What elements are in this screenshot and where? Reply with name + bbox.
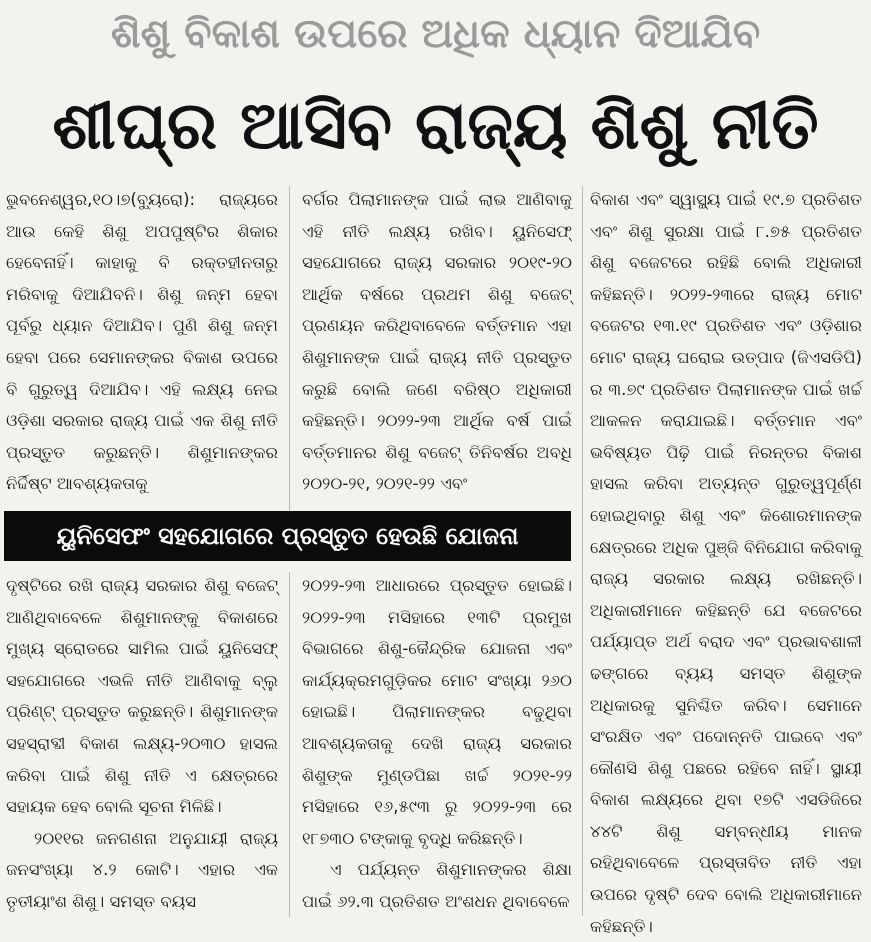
article-column-2-bottom — [302, 570, 572, 920]
article-column-1-top — [6, 184, 278, 514]
kicker-headline: ଶିଶୁ ବିକାଶ ଉପରେ ଅଧିକ ଧ୍ୟାନ ଦିଆଯିବ — [110, 11, 761, 57]
paragraph: ଏ ପର୍ଯ୍ୟନ୍ତ ଶିଶୁମାନଙ୍କର ଶିକ୍ଷା ପାଇଁ ୬୨.୩ ପ୍ରତିଶତ ଅଂଶଧନ ଥିବାବେଳେ — [302, 860, 572, 911]
column-divider — [289, 572, 290, 917]
paragraph: ବିକାଶ ଏବଂ ସ୍ୱାସ୍ଥ୍ୟ ପାଇଁ ୧୯.୭ ପ୍ରତିଶତ ଏବଂ ଶିଶୁ ସୁରକ୍ଷା ପାଇଁ ୮.୭୫ ପ୍ରତିଶତ ଶିଶୁ ବଜେଟରେ ରହିଛି ବୋଲି ଅଧିକାରୀ କହିଛନ୍ତି। ୨୦୨୨-୨୩ରେ ରାଜ୍ୟ ମୋଟ ବଜେଟର ୧୩.୧୯ ପ୍ରତିଶତ ଏବଂ ଓଡ଼ିଶାର ମୋଟ ରାଜ୍ୟ ଘରୋଇ ଉତ୍ପାଦ (ଜିଏସଡିପି) ର ୩.୭୯ ପ୍ରତିଶତ ପିଲାମାନଙ୍କ ପାଇଁ ଖର୍ଚ୍ଚ ଆକଳନ କରାଯାଇଛି। ବର୍ତ୍ତମାନ ଏବଂ ଭବିଷ୍ୟତ ପିଢ଼ି ପାଇଁ ନିରନ୍ତର ବିକାଶ ହାସଲ କରିବା ଅତ୍ୟନ୍ତ ଗୁରୁତ୍ୱପୂର୍ଣ୍ଣ ହୋଇଥିବାରୁ ଶିଶୁ ଏବଂ କିଶୋରମାନଙ୍କ କ୍ଷେତ୍ରରେ ଅଧିକ ପୁଞ୍ଜି ବିନିଯୋଗ କରିବାକୁ ରାଜ୍ୟ ସରକାର ଲକ୍ଷ୍ୟ ରଖିଛନ୍ତି। ଅଧିକାରୀମାନେ କହିଛନ୍ତି ଯେ ବଜେଟରେ ପର୍ଯ୍ୟାପ୍ତ ଅର୍ଥ ବରାଦ ଏବଂ ପ୍ରଭାବଶାଳୀ ଢଙ୍ଗରେ ବ୍ୟୟ ସମସ୍ତ ଶିଶୁଙ୍କ ଅଧିକାରକୁ ସୁନିଶ୍ଚିତ କରିବ। ସେମାନେ ସଂରକ୍ଷିତ ଏବଂ ପଦୋନ୍ନତି ପାଇବେ ଏବଂ କୌଣସି ଶିଶୁ ପଛରେ ରହିବେ ନାହିଁ। ସ୍ଥାୟୀ ବିକାଶ ଲକ୍ଷ୍ୟରେ ଥିବା ୧୭ଟି ଏସଡିଜିରେ ୪୪ଟି ଶିଶୁ ସମ୍ବନ୍ଧୀୟ ମାନକ ରହିଥିବାବେଳେ ପ୍ରସ୍ତାବିତ ନୀତି ଏହା ଉପରେ ଦୃଷ୍ଟି ଦେବ ବୋଲି ଅଧିକାରୀମାନେ କହିଛନ୍ତି। — [590, 190, 862, 936]
paragraph: ଭୁବନେଶ୍ୱର,୧୦।୭(ବ୍ୟୁରୋ): ରାଜ୍ୟରେ ଆଉ କେହି ଶିଶୁ ଅପପୁଷ୍ଟିର ଶିକାର ହେବେନାହିଁ। କାହାକୁ ବି ରକ୍ତହୀନତାରୁ ମରିବାକୁ ଦିଆଯିବନି। ଶିଶୁ ଜନ୍ମ ହେବା ପୂର୍ବରୁ ଧ୍ୟାନ ଦିଆଯିବ। ପୁଣି ଶିଶୁ ଜନ୍ମ ହେବା ପରେ ସେମାନଙ୍କର ବିକାଶ ଉପରେ ବି ଗୁରୁତ୍ୱ ଦିଆଯିବ। ଏହି ଲକ୍ଷ୍ୟ ନେଇ ଓଡ଼ିଶା ସରକାର ରାଜ୍ୟ ପାଇଁ ଏକ ଶିଶୁ ନୀତି ପ୍ରସ୍ତୁତ କରୁଛନ୍ତି। ଶିଶୁମାନଙ୍କର ନିର୍ଦ୍ଦିଷ୍ଟ ଆବଶ୍ୟକତାକୁ — [6, 190, 278, 494]
article-column-2-top — [302, 184, 572, 514]
paragraph: ବର୍ଗର ପିଲାମାନଙ୍କ ପାଇଁ ଲାଭ ଆଣିବାକୁ ଏହି ନୀତି ଲକ୍ଷ୍ୟ ରଖିବ। ୟୁନିସେଫ୍ ସହଯୋଗରେ ରାଜ୍ୟ ସରକାର ୨୦୧୯-୨୦ ଆର୍ଥିକ ବର୍ଷରେ ପ୍ରଥମ ଶିଶୁ ବଜେଟ୍ ପ୍ରଣୟନ କରିଥିବାବେଳେ ବର୍ତ୍ତମାନ ଏହା ଶିଶୁମାନଙ୍କ ପାଇଁ ରାଜ୍ୟ ନୀତି ପ୍ରସ୍ତୁତ କରୁଛି ବୋଲି ଜଣେ ବରିଷ୍ଠ ଅଧିକାରୀ କହିଛନ୍ତି। ୨୦୨୨-୨୩ ଆର୍ଥିକ ବର୍ଷ ପାଇଁ ବର୍ତ୍ତମାନର ଶିଶୁ ବଜେଟ୍ ତିନିବର୍ଷର ଅବଧି ୨୦୨୦-୨୧, ୨୦୨୧-୨୨ ଏବଂ — [302, 190, 572, 494]
article-column-3 — [590, 184, 862, 936]
paragraph: ଦୃଷ୍ଟିରେ ରଖି ରାଜ୍ୟ ସରକାର ଶିଶୁ ବଜେଟ୍ ଆଣିଥିବାବେଳେ ଶିଶୁମାନଙ୍କୁ ବିକାଶରେ ମୁଖ୍ୟ ସ୍ରୋତରେ ସାମିଲ ପାଇଁ ୟୁନିସେଫ୍ ସହଯୋଗରେ ଏଭଳି ନୀତି ଆଣିବାକୁ ବ୍ଲୁ ପ୍ରିଣ୍ଟ୍ ପ୍ରସ୍ତୁତ କରୁଛନ୍ତି। ଶିଶୁମାନଙ୍କ ସହସ୍ରାବ୍ଦୀ ବିକାଶ ଲକ୍ଷ୍ୟ-୨୦୩୦ ହାସଲ କରିବା ପାଇଁ ଶିଶୁ ନୀତି ଏ କ୍ଷେତ୍ରରେ ସହାୟକ ହେବ ବୋଲି ସୂଚନା ମିଳିଛି। — [6, 576, 278, 817]
main-headline: ଶୀଘ୍ର ଆସିବ ରାଜ୍ୟ ଶିଶୁ ନୀତି — [52, 87, 819, 164]
subheading-banner: ୟୁନିସେଫଂ ସହଯୋଗରେ ପ୍ରସ୍ତୁତ ହେଉଛି ଯୋଜନା — [4, 511, 571, 561]
article-column-1-bottom — [6, 570, 278, 920]
paragraph: ୨୦୨୨-୨୩ ଆଧାରରେ ପ୍ରସ୍ତୁତ ହୋଇଛି। ୨୦୨୨-୨୩ ମସିହାରେ ୧୩ଟି ପ୍ରମୁଖ ବିଭାଗରେ ଶିଶୁ-କୈନ୍ଦ୍ରିକ ଯୋଜନା ଏବଂ କାର୍ଯ୍ୟକ୍ରମଗୁଡ଼ିକର ମୋଟ ସଂଖ୍ୟା ୨୬୦ ହୋଇଛି। ପିଲାମାନଙ୍କର ବଢୁଥିବା ଆବଶ୍ୟକତାକୁ ଦେଖି ରାଜ୍ୟ ସରକାର ଶିଶୁଙ୍କ ମୁଣ୍ଡପିଛା ଖର୍ଚ୍ଚ ୨୦୨୧-୨୨ ମସିହାରେ ୧୬,୫୯୩ ରୁ ୨୦୨୨-୨୩ ରେ ୧୮୭୩୦ ଟଙ୍କାକୁ ବୃଦ୍ଧି କରିଛନ୍ତି। — [302, 576, 572, 848]
column-divider — [289, 186, 290, 516]
paragraph: ୨୦୧୧ର ଜନଗଣନା ଅନୁଯାୟୀ ରାଜ୍ୟ ଜନସଂଖ୍ୟା ୪.୨ କୋଟି। ଏହାର ଏକ ତୃତୀୟାଂଶ ଶିଶୁ। ସମସ୍ତ ବୟସ — [6, 828, 278, 911]
column-divider — [582, 186, 583, 916]
